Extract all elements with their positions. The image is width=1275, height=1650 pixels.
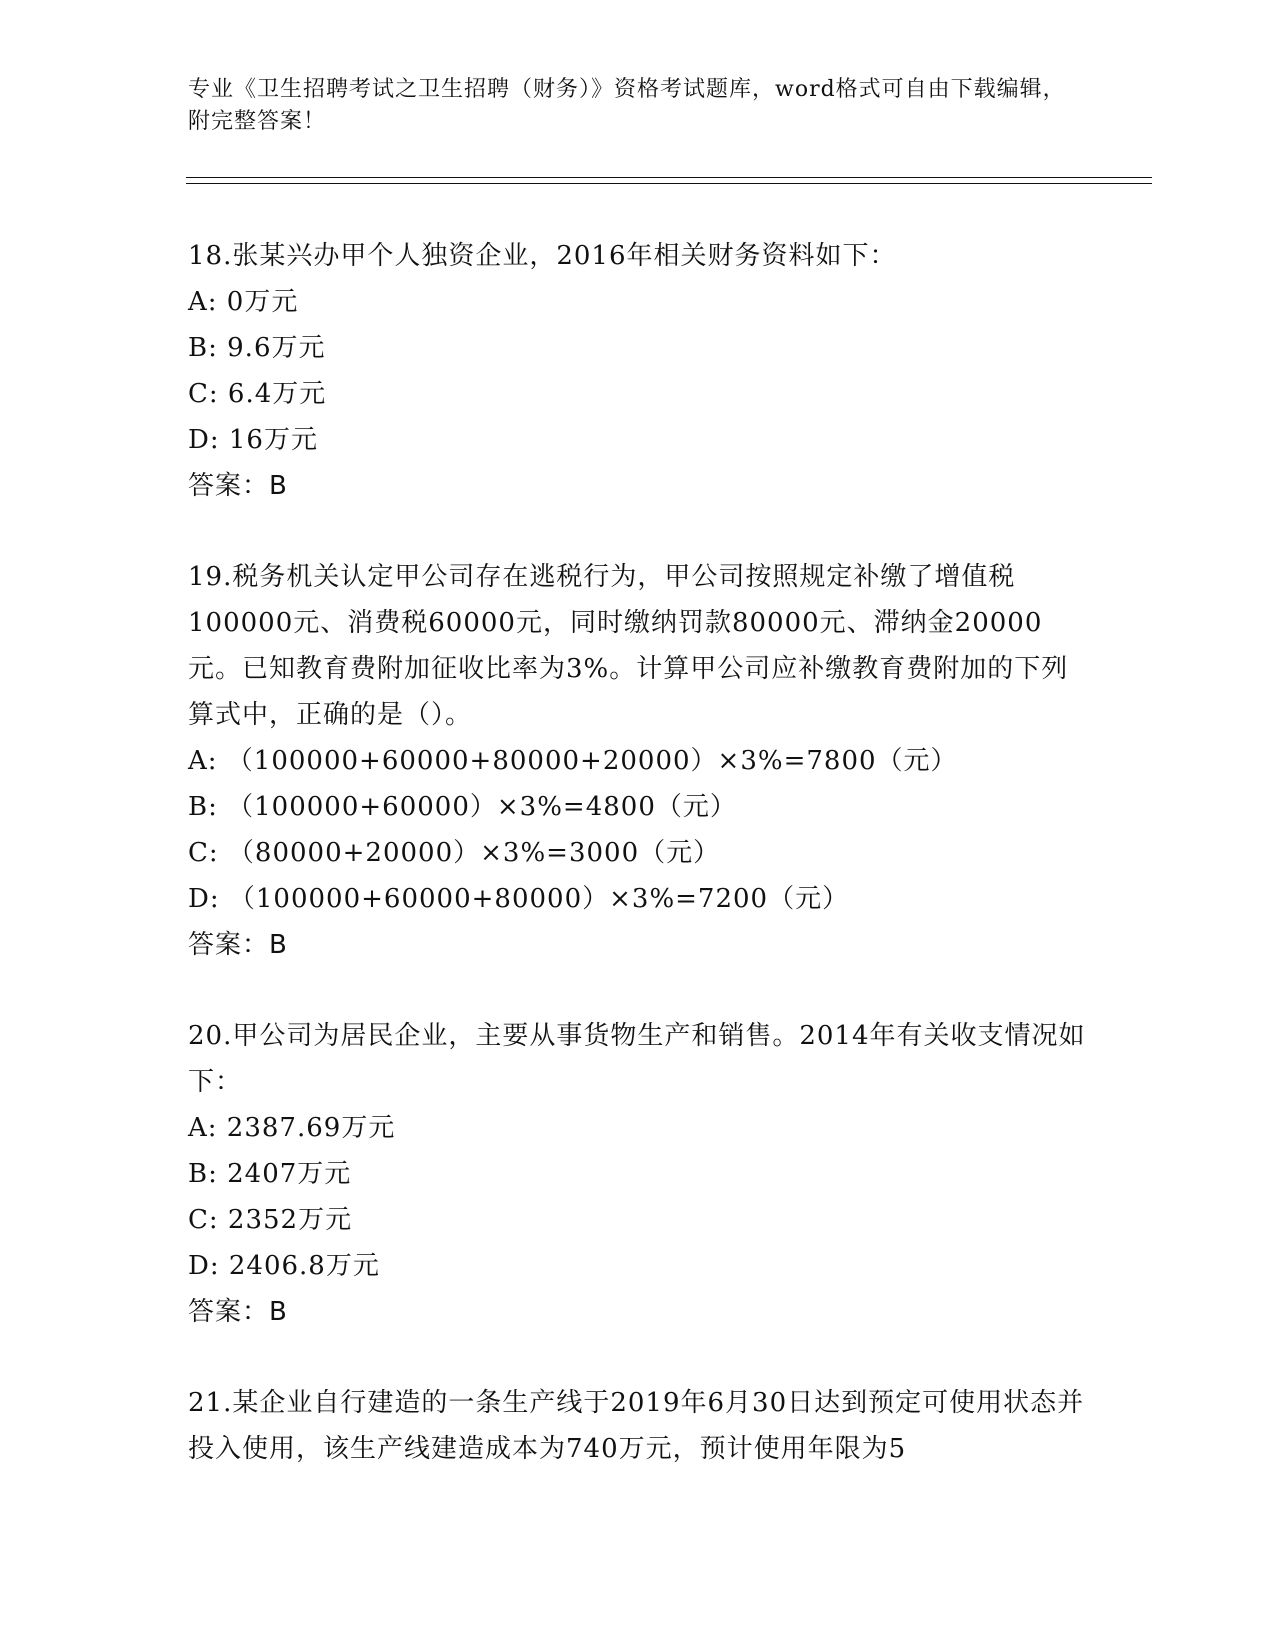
question-20	[188, 1013, 1088, 1335]
question-19	[188, 554, 1088, 968]
question-text: 21.某企业自行建造的一条生产线于2019年6月30日达到预定可使用状态并投入使用，该生产线建造成本为740万元，预计使用年限为5	[188, 1388, 1085, 1464]
option-c: C: （80000+20000）×3%=3000（元）	[188, 838, 721, 868]
header-rule-bottom	[186, 183, 1152, 184]
answer: 答案：B	[188, 471, 288, 501]
question-gap	[188, 509, 1088, 554]
option-b: B: （100000+60000）×3%=4800（元）	[188, 792, 737, 822]
option-a: A: （100000+60000+80000+20000）×3%=7800（元）	[188, 746, 958, 776]
question-text: 18.张某兴办甲个人独资企业，2016年相关财务资料如下：	[188, 241, 897, 271]
option-a: A: 0万元	[188, 287, 299, 317]
answer: 答案：B	[188, 1297, 288, 1327]
option-d: D: 16万元	[188, 425, 318, 455]
option-b: B: 2407万元	[188, 1159, 352, 1189]
option-a: A: 2387.69万元	[188, 1113, 396, 1143]
question-text: 19.税务机关认定甲公司存在逃税行为，甲公司按照规定补缴了增值税100000元、消费税60000元，同时缴纳罚款80000元、滞纳金20000元。已知教育费附加征收比率为3%。计算甲公司应补缴教育费附加的下列算式中，正确的是（）。	[188, 562, 1069, 730]
option-b: B: 9.6万元	[188, 333, 326, 363]
question-gap	[188, 968, 1088, 1013]
option-d: D: （100000+60000+80000）×3%=7200（元）	[188, 884, 850, 914]
question-18	[188, 233, 1088, 509]
header-text: 专业《卫生招聘考试之卫生招聘（财务）》资格考试题库，word格式可自由下载编辑，附完整答案！	[188, 77, 1066, 134]
option-c: C: 2352万元	[188, 1205, 353, 1235]
question-text: 20.甲公司为居民企业，主要从事货物生产和销售。2014年有关收支情况如下：	[188, 1021, 1086, 1097]
option-d: D: 2406.8万元	[188, 1251, 380, 1281]
question-list	[188, 233, 1088, 1472]
option-c: C: 6.4万元	[188, 379, 327, 409]
header-rule-top	[186, 177, 1152, 178]
answer: 答案：B	[188, 930, 288, 960]
question-gap	[188, 1335, 1088, 1380]
document-header	[188, 74, 1088, 138]
question-21	[188, 1380, 1088, 1472]
